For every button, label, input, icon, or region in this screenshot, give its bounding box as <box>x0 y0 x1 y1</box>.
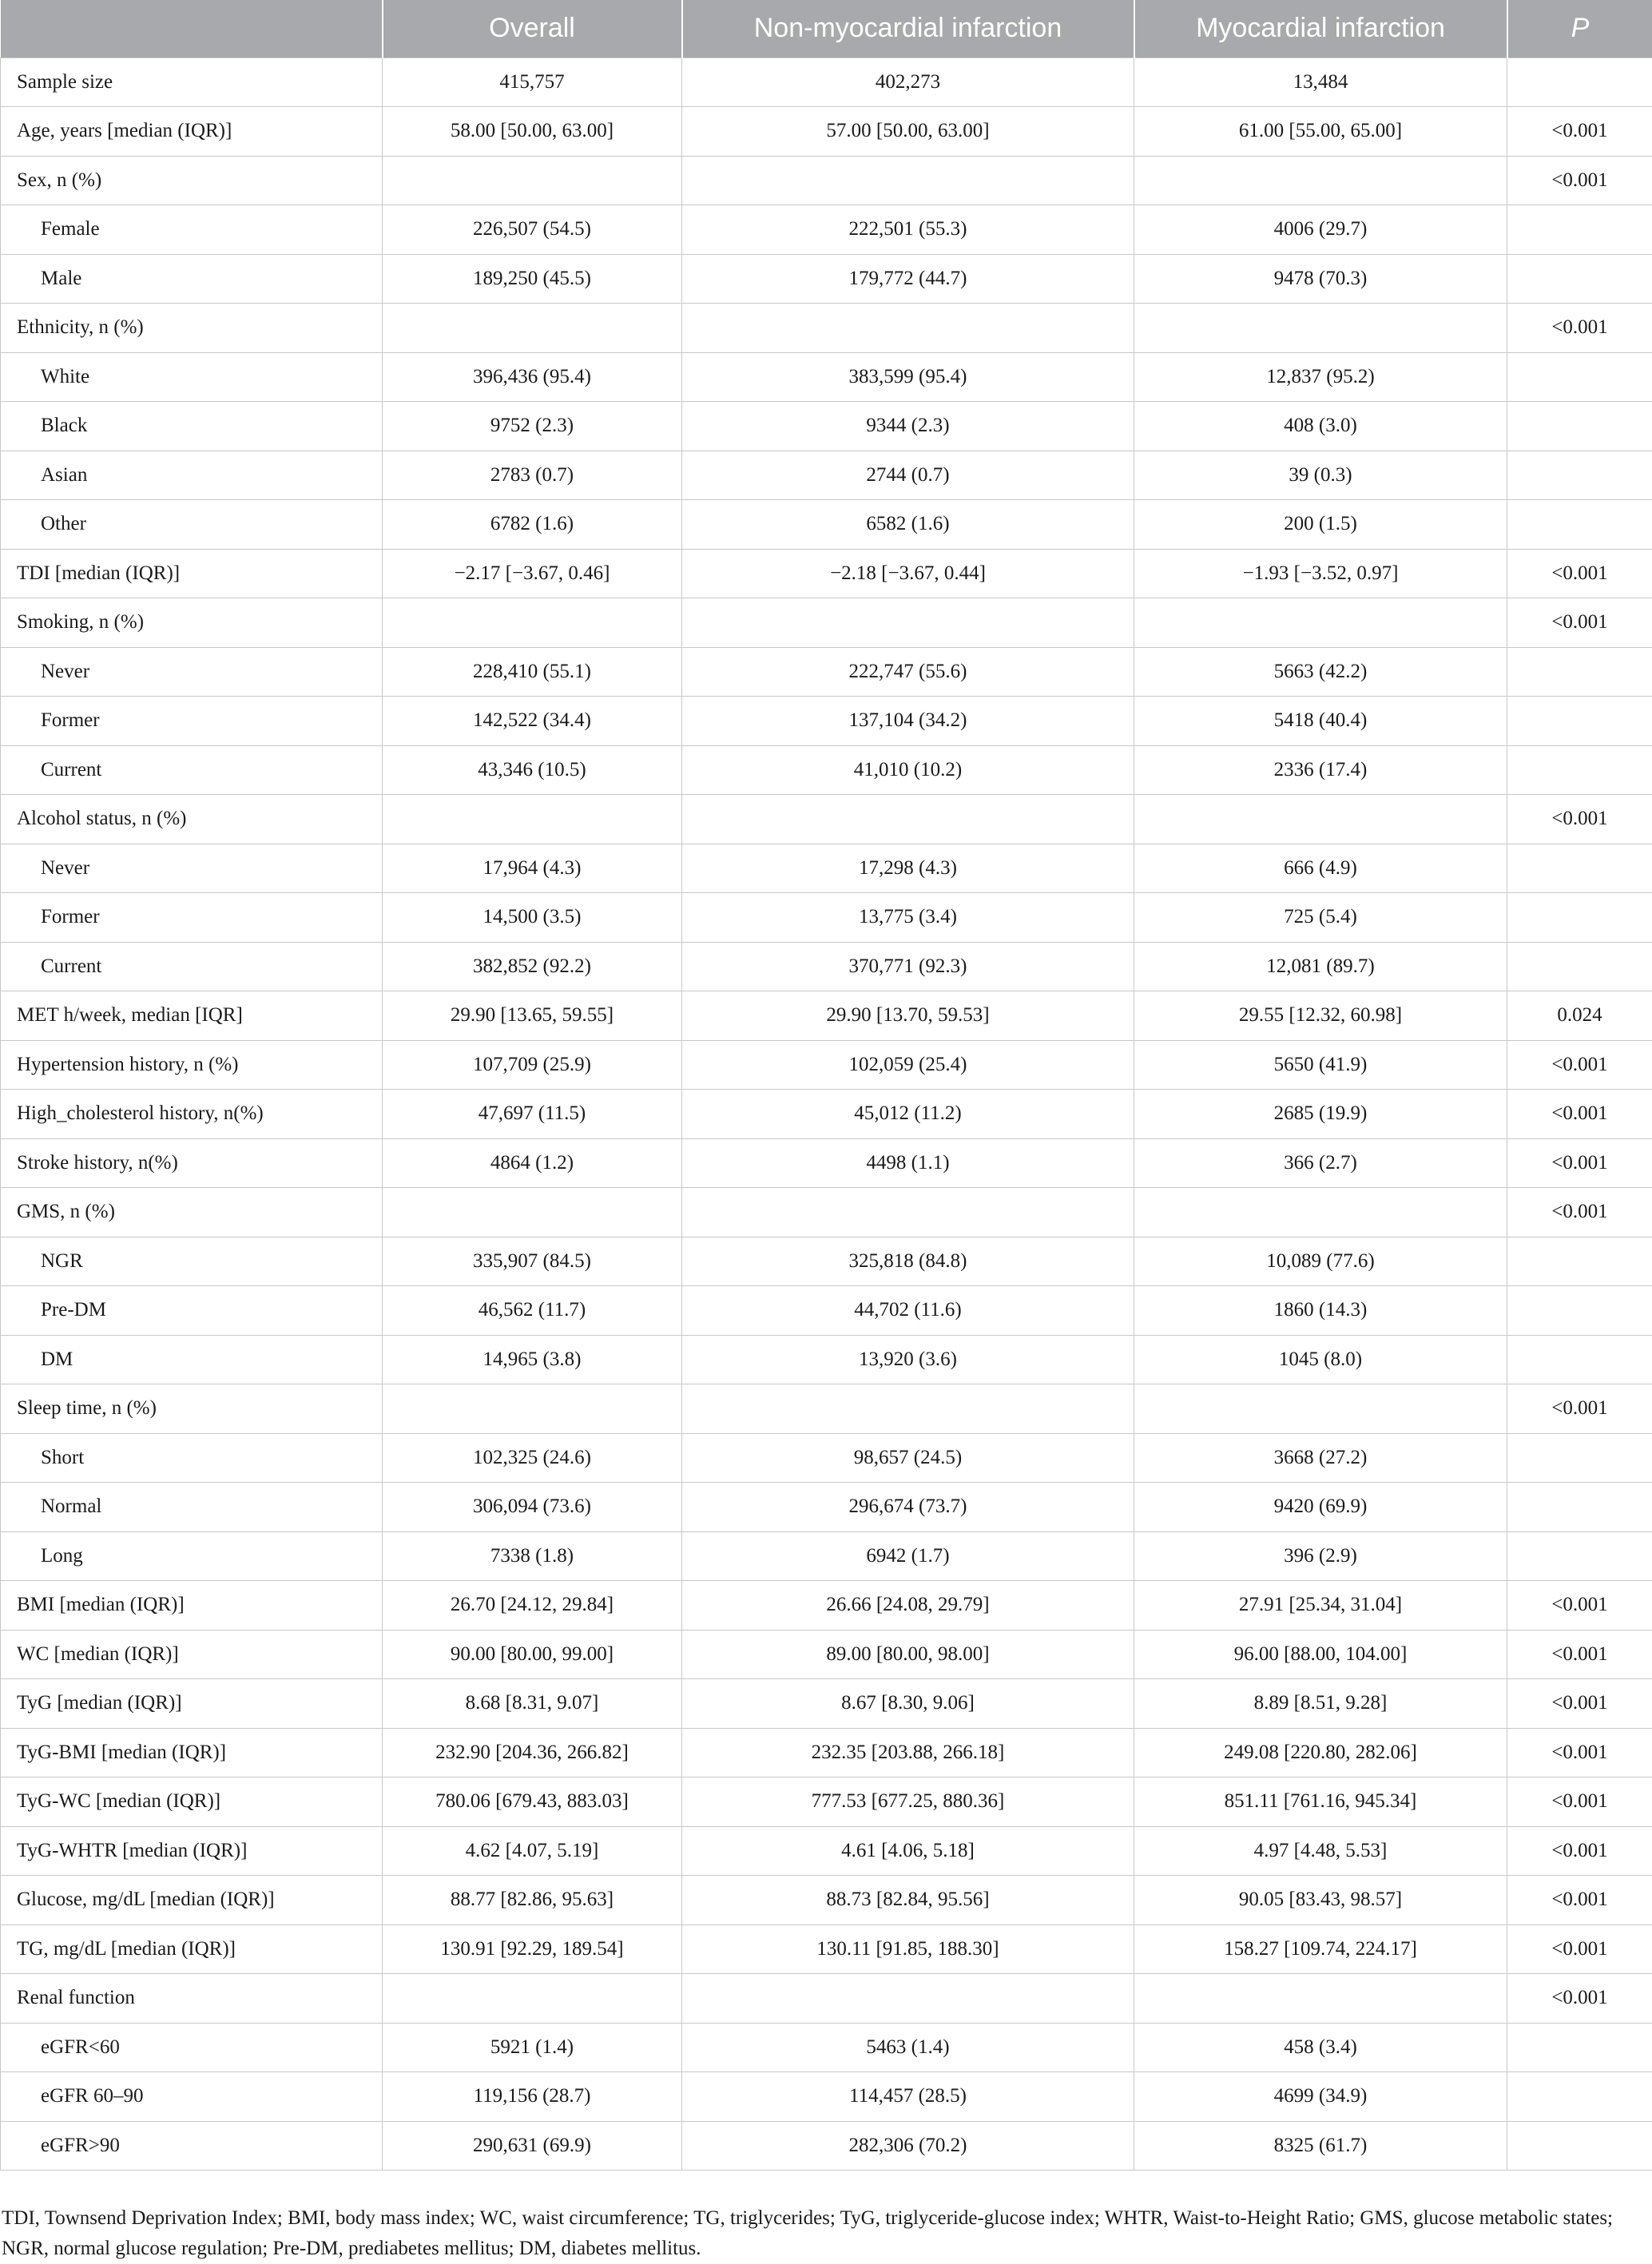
row-label: WC [median (IQR)] <box>1 1630 383 1679</box>
row-label: eGFR>90 <box>1 2121 383 2171</box>
table-body <box>1 58 1652 2171</box>
table-row <box>1 1237 1652 1286</box>
cell-non-mi: 282,306 (70.2) <box>682 2121 1134 2171</box>
cell-mi: 8325 (61.7) <box>1134 2121 1507 2171</box>
cell-non-mi: 89.00 [80.00, 98.00] <box>682 1630 1134 1679</box>
cell-mi: −1.93 [−3.52, 0.97] <box>1134 549 1507 598</box>
cell-mi: 851.11 [761.16, 945.34] <box>1134 1777 1507 1827</box>
cell-p-value <box>1507 745 1652 795</box>
cell-non-mi: 13,775 (3.4) <box>682 893 1134 943</box>
cell-overall: 14,965 (3.8) <box>383 1335 682 1384</box>
row-label: TyG-WC [median (IQR)] <box>1 1777 383 1827</box>
table-row <box>1 549 1652 598</box>
row-label: TDI [median (IQR)] <box>1 549 383 598</box>
cell-overall: 189,250 (45.5) <box>383 254 682 304</box>
cell-p-value <box>1507 58 1652 107</box>
table-header <box>1 0 1652 58</box>
row-label: Hypertension history, n (%) <box>1 1040 383 1090</box>
cell-mi: 5650 (41.9) <box>1134 1040 1507 1090</box>
cell-non-mi: 6942 (1.7) <box>682 1531 1134 1581</box>
cell-overall: 6782 (1.6) <box>383 500 682 550</box>
cell-non-mi: 4498 (1.1) <box>682 1138 1134 1188</box>
row-label: High_cholesterol history, n(%) <box>1 1090 383 1139</box>
table-row <box>1 2121 1652 2171</box>
row-label: NGR <box>1 1237 383 1286</box>
cell-non-mi <box>682 304 1134 353</box>
cell-mi: 9478 (70.3) <box>1134 254 1507 304</box>
row-label: Short <box>1 1433 383 1483</box>
table-row <box>1 107 1652 157</box>
cell-mi: 10,089 (77.6) <box>1134 1237 1507 1286</box>
cell-mi <box>1134 1188 1507 1237</box>
cell-non-mi: 102,059 (25.4) <box>682 1040 1134 1090</box>
cell-p-value <box>1507 254 1652 304</box>
table-row <box>1 1728 1652 1777</box>
row-label: Alcohol status, n (%) <box>1 795 383 844</box>
cell-p-value <box>1507 1433 1652 1483</box>
row-label: MET h/week, median [IQR] <box>1 991 383 1041</box>
cell-p-value: <0.001 <box>1507 1876 1652 1925</box>
cell-mi: 12,081 (89.7) <box>1134 942 1507 991</box>
cell-overall <box>383 1188 682 1237</box>
cell-mi <box>1134 304 1507 353</box>
table-row <box>1 1876 1652 1925</box>
header-p-value: P <box>1507 0 1652 58</box>
cell-mi: 61.00 [55.00, 65.00] <box>1134 107 1507 157</box>
cell-non-mi: 4.61 [4.06, 5.18] <box>682 1826 1134 1876</box>
table-row <box>1 1974 1652 2024</box>
table-row <box>1 1040 1652 1090</box>
cell-mi: 4006 (29.7) <box>1134 205 1507 255</box>
cell-p-value: <0.001 <box>1507 1188 1652 1237</box>
table-footnote: TDI, Townsend Deprivation Index; BMI, body mass index; WC, waist circumference; TG, triglycerides; TyG, triglyceride-glucose index; WHTR, Waist-to-Height Ratio; GMS, glucose metabolic states; NGR, normal glucose regulation; Pre-DM, prediabetes mellitus; DM, diabetes mellitus. <box>0 2203 1652 2264</box>
cell-overall: 119,156 (28.7) <box>383 2072 682 2122</box>
cell-mi <box>1134 795 1507 844</box>
cell-overall: −2.17 [−3.67, 0.46] <box>383 549 682 598</box>
cell-p-value <box>1507 451 1652 500</box>
cell-overall: 26.70 [24.12, 29.84] <box>383 1581 682 1630</box>
table-row <box>1 745 1652 795</box>
cell-overall: 47,697 (11.5) <box>383 1090 682 1139</box>
table-row <box>1 254 1652 304</box>
cell-p-value: <0.001 <box>1507 1090 1652 1139</box>
row-label: BMI [median (IQR)] <box>1 1581 383 1630</box>
cell-p-value: <0.001 <box>1507 1777 1652 1827</box>
cell-non-mi: 41,010 (10.2) <box>682 745 1134 795</box>
header-non-mi: Non-myocardial infarction <box>682 0 1134 58</box>
cell-p-value: <0.001 <box>1507 1924 1652 1974</box>
row-label: White <box>1 352 383 402</box>
row-label: Current <box>1 745 383 795</box>
cell-overall: 415,757 <box>383 58 682 107</box>
cell-mi: 27.91 [25.34, 31.04] <box>1134 1581 1507 1630</box>
cell-mi <box>1134 1384 1507 1434</box>
cell-p-value: <0.001 <box>1507 1138 1652 1188</box>
cell-overall <box>383 795 682 844</box>
cell-overall: 290,631 (69.9) <box>383 2121 682 2171</box>
cell-mi: 90.05 [83.43, 98.57] <box>1134 1876 1507 1925</box>
cell-overall: 8.68 [8.31, 9.07] <box>383 1679 682 1729</box>
cell-non-mi: 45,012 (11.2) <box>682 1090 1134 1139</box>
table-row <box>1 304 1652 353</box>
table-row <box>1 1630 1652 1679</box>
cell-mi: 2336 (17.4) <box>1134 745 1507 795</box>
cell-p-value <box>1507 2072 1652 2122</box>
cell-overall: 9752 (2.3) <box>383 402 682 451</box>
cell-p-value <box>1507 1286 1652 1336</box>
table-row <box>1 991 1652 1041</box>
cell-mi: 725 (5.4) <box>1134 893 1507 943</box>
cell-mi: 29.55 [12.32, 60.98] <box>1134 991 1507 1041</box>
cell-mi: 458 (3.4) <box>1134 2023 1507 2072</box>
table-row <box>1 58 1652 107</box>
cell-non-mi <box>682 156 1134 205</box>
cell-mi: 4699 (34.9) <box>1134 2072 1507 2122</box>
cell-p-value: <0.001 <box>1507 107 1652 157</box>
cell-overall: 46,562 (11.7) <box>383 1286 682 1336</box>
cell-p-value <box>1507 893 1652 943</box>
row-label: Former <box>1 697 383 746</box>
cell-non-mi <box>682 795 1134 844</box>
cell-non-mi: 222,501 (55.3) <box>682 205 1134 255</box>
cell-overall: 5921 (1.4) <box>383 2023 682 2072</box>
cell-overall: 130.91 [92.29, 189.54] <box>383 1924 682 1974</box>
cell-overall: 4864 (1.2) <box>383 1138 682 1188</box>
row-label: TyG [median (IQR)] <box>1 1679 383 1729</box>
cell-p-value <box>1507 942 1652 991</box>
cell-p-value: <0.001 <box>1507 1630 1652 1679</box>
cell-non-mi <box>682 1974 1134 2024</box>
cell-overall: 4.62 [4.07, 5.19] <box>383 1826 682 1876</box>
table-row <box>1 156 1652 205</box>
cell-overall: 232.90 [204.36, 266.82] <box>383 1728 682 1777</box>
table-row <box>1 1286 1652 1336</box>
row-label: eGFR 60–90 <box>1 2072 383 2122</box>
row-label: GMS, n (%) <box>1 1188 383 1237</box>
cell-mi: 8.89 [8.51, 9.28] <box>1134 1679 1507 1729</box>
header-overall: Overall <box>383 0 682 58</box>
cell-mi: 396 (2.9) <box>1134 1531 1507 1581</box>
table-row <box>1 2072 1652 2122</box>
row-label: Never <box>1 844 383 893</box>
cell-non-mi: 6582 (1.6) <box>682 500 1134 550</box>
cell-non-mi: 383,599 (95.4) <box>682 352 1134 402</box>
row-label: Male <box>1 254 383 304</box>
cell-p-value <box>1507 2023 1652 2072</box>
row-label: DM <box>1 1335 383 1384</box>
cell-overall: 335,907 (84.5) <box>383 1237 682 1286</box>
cell-non-mi: 98,657 (24.5) <box>682 1433 1134 1483</box>
cell-non-mi: 2744 (0.7) <box>682 451 1134 500</box>
row-label: Long <box>1 1531 383 1581</box>
cell-p-value <box>1507 402 1652 451</box>
row-label: Former <box>1 893 383 943</box>
table-row <box>1 893 1652 943</box>
cell-overall: 7338 (1.8) <box>383 1531 682 1581</box>
cell-p-value: <0.001 <box>1507 1679 1652 1729</box>
cell-p-value: 0.024 <box>1507 991 1652 1041</box>
table-row <box>1 1188 1652 1237</box>
table-row <box>1 795 1652 844</box>
cell-mi: 158.27 [109.74, 224.17] <box>1134 1924 1507 1974</box>
table-row <box>1 500 1652 550</box>
cell-overall <box>383 1384 682 1434</box>
cell-non-mi: 29.90 [13.70, 59.53] <box>682 991 1134 1041</box>
cell-overall: 107,709 (25.9) <box>383 1040 682 1090</box>
table-row <box>1 1433 1652 1483</box>
table-row <box>1 451 1652 500</box>
row-label: Black <box>1 402 383 451</box>
cell-mi: 13,484 <box>1134 58 1507 107</box>
row-label: eGFR<60 <box>1 2023 383 2072</box>
table-row <box>1 205 1652 255</box>
table-row <box>1 1335 1652 1384</box>
cell-overall: 228,410 (55.1) <box>383 647 682 697</box>
cell-overall: 14,500 (3.5) <box>383 893 682 943</box>
cell-non-mi: 325,818 (84.8) <box>682 1237 1134 1286</box>
cell-non-mi <box>682 1384 1134 1434</box>
cell-mi: 408 (3.0) <box>1134 402 1507 451</box>
cell-overall: 396,436 (95.4) <box>383 352 682 402</box>
cell-overall: 17,964 (4.3) <box>383 844 682 893</box>
cell-overall: 306,094 (73.6) <box>383 1483 682 1532</box>
cell-overall: 43,346 (10.5) <box>383 745 682 795</box>
cell-non-mi: 5463 (1.4) <box>682 2023 1134 2072</box>
cell-p-value <box>1507 697 1652 746</box>
cell-p-value <box>1507 844 1652 893</box>
cell-non-mi: 114,457 (28.5) <box>682 2072 1134 2122</box>
cell-p-value <box>1507 1531 1652 1581</box>
table-row <box>1 844 1652 893</box>
cell-non-mi: 8.67 [8.30, 9.06] <box>682 1679 1134 1729</box>
cell-overall: 780.06 [679.43, 883.03] <box>383 1777 682 1827</box>
cell-p-value <box>1507 2121 1652 2171</box>
cell-p-value: <0.001 <box>1507 304 1652 353</box>
table-row <box>1 697 1652 746</box>
cell-non-mi: 402,273 <box>682 58 1134 107</box>
row-label: Ethnicity, n (%) <box>1 304 383 353</box>
cell-mi: 249.08 [220.80, 282.06] <box>1134 1728 1507 1777</box>
row-label: Normal <box>1 1483 383 1532</box>
cell-p-value <box>1507 500 1652 550</box>
row-label: Asian <box>1 451 383 500</box>
row-label: Smoking, n (%) <box>1 598 383 648</box>
row-label: TyG-BMI [median (IQR)] <box>1 1728 383 1777</box>
table-row <box>1 2023 1652 2072</box>
row-label: Stroke history, n(%) <box>1 1138 383 1188</box>
cell-overall: 226,507 (54.5) <box>383 205 682 255</box>
row-label: Sex, n (%) <box>1 156 383 205</box>
row-label: Glucose, mg/dL [median (IQR)] <box>1 1876 383 1925</box>
cell-p-value: <0.001 <box>1507 1384 1652 1434</box>
row-label: Never <box>1 647 383 697</box>
cell-mi: 96.00 [88.00, 104.00] <box>1134 1630 1507 1679</box>
cell-overall <box>383 598 682 648</box>
cell-mi: 366 (2.7) <box>1134 1138 1507 1188</box>
row-label: TG, mg/dL [median (IQR)] <box>1 1924 383 1974</box>
table-row <box>1 647 1652 697</box>
cell-mi: 200 (1.5) <box>1134 500 1507 550</box>
cell-mi <box>1134 156 1507 205</box>
table-row <box>1 1384 1652 1434</box>
cell-mi <box>1134 598 1507 648</box>
cell-p-value: <0.001 <box>1507 795 1652 844</box>
cell-p-value: <0.001 <box>1507 549 1652 598</box>
table-row <box>1 1483 1652 1532</box>
cell-mi: 666 (4.9) <box>1134 844 1507 893</box>
cell-non-mi <box>682 1188 1134 1237</box>
cell-overall <box>383 1974 682 2024</box>
cell-overall: 2783 (0.7) <box>383 451 682 500</box>
cell-overall: 382,852 (92.2) <box>383 942 682 991</box>
cell-p-value: <0.001 <box>1507 1826 1652 1876</box>
cell-overall <box>383 156 682 205</box>
table-row <box>1 1924 1652 1974</box>
cell-p-value: <0.001 <box>1507 1728 1652 1777</box>
cell-non-mi: 222,747 (55.6) <box>682 647 1134 697</box>
row-label: Female <box>1 205 383 255</box>
table-row <box>1 1679 1652 1729</box>
cell-overall: 88.77 [82.86, 95.63] <box>383 1876 682 1925</box>
cell-non-mi: 137,104 (34.2) <box>682 697 1134 746</box>
header-row <box>1 0 1652 58</box>
cell-non-mi <box>682 598 1134 648</box>
cell-p-value <box>1507 205 1652 255</box>
header-variable <box>1 0 383 58</box>
table-row <box>1 1138 1652 1188</box>
row-label: Current <box>1 942 383 991</box>
cell-mi: 5663 (42.2) <box>1134 647 1507 697</box>
cell-p-value: <0.001 <box>1507 598 1652 648</box>
cell-mi: 3668 (27.2) <box>1134 1433 1507 1483</box>
table-row <box>1 402 1652 451</box>
row-label: Other <box>1 500 383 550</box>
row-label: Sample size <box>1 58 383 107</box>
cell-p-value <box>1507 647 1652 697</box>
cell-mi: 4.97 [4.48, 5.53] <box>1134 1826 1507 1876</box>
cell-non-mi: 777.53 [677.25, 880.36] <box>682 1777 1134 1827</box>
cell-non-mi: 296,674 (73.7) <box>682 1483 1134 1532</box>
cell-overall: 142,522 (34.4) <box>383 697 682 746</box>
cell-p-value: <0.001 <box>1507 1040 1652 1090</box>
cell-non-mi: 57.00 [50.00, 63.00] <box>682 107 1134 157</box>
cell-mi: 1860 (14.3) <box>1134 1286 1507 1336</box>
cell-non-mi: 130.11 [91.85, 188.30] <box>682 1924 1134 1974</box>
cell-non-mi: 13,920 (3.6) <box>682 1335 1134 1384</box>
cell-non-mi: 179,772 (44.7) <box>682 254 1134 304</box>
row-label: Pre-DM <box>1 1286 383 1336</box>
cell-p-value <box>1507 1335 1652 1384</box>
table-row <box>1 598 1652 648</box>
cell-p-value <box>1507 352 1652 402</box>
cell-non-mi: 370,771 (92.3) <box>682 942 1134 991</box>
cell-mi: 12,837 (95.2) <box>1134 352 1507 402</box>
cell-overall: 29.90 [13.65, 59.55] <box>383 991 682 1041</box>
row-label: Renal function <box>1 1974 383 2024</box>
cell-mi: 2685 (19.9) <box>1134 1090 1507 1139</box>
header-mi: Myocardial infarction <box>1134 0 1507 58</box>
cell-non-mi: 9344 (2.3) <box>682 402 1134 451</box>
table-row <box>1 352 1652 402</box>
cell-overall: 102,325 (24.6) <box>383 1433 682 1483</box>
cell-non-mi: 44,702 (11.6) <box>682 1286 1134 1336</box>
cell-mi <box>1134 1974 1507 2024</box>
row-label: TyG-WHTR [median (IQR)] <box>1 1826 383 1876</box>
cell-mi: 9420 (69.9) <box>1134 1483 1507 1532</box>
cell-non-mi: 232.35 [203.88, 266.18] <box>682 1728 1134 1777</box>
cell-non-mi: 26.66 [24.08, 29.79] <box>682 1581 1134 1630</box>
cell-mi: 39 (0.3) <box>1134 451 1507 500</box>
row-label: Age, years [median (IQR)] <box>1 107 383 157</box>
table-row <box>1 1777 1652 1827</box>
table-row <box>1 1581 1652 1630</box>
cell-p-value <box>1507 1483 1652 1532</box>
cell-p-value: <0.001 <box>1507 156 1652 205</box>
cell-non-mi: −2.18 [−3.67, 0.44] <box>682 549 1134 598</box>
cell-mi: 1045 (8.0) <box>1134 1335 1507 1384</box>
cell-non-mi: 88.73 [82.84, 95.56] <box>682 1876 1134 1925</box>
table-row <box>1 1531 1652 1581</box>
row-label: Sleep time, n (%) <box>1 1384 383 1434</box>
cell-mi: 5418 (40.4) <box>1134 697 1507 746</box>
cell-p-value: <0.001 <box>1507 1974 1652 2024</box>
cell-p-value: <0.001 <box>1507 1581 1652 1630</box>
cell-overall: 58.00 [50.00, 63.00] <box>383 107 682 157</box>
cell-non-mi: 17,298 (4.3) <box>682 844 1134 893</box>
cell-overall: 90.00 [80.00, 99.00] <box>383 1630 682 1679</box>
table-row <box>1 942 1652 991</box>
table-row <box>1 1090 1652 1139</box>
cell-overall <box>383 304 682 353</box>
table-row <box>1 1826 1652 1876</box>
cell-p-value <box>1507 1237 1652 1286</box>
